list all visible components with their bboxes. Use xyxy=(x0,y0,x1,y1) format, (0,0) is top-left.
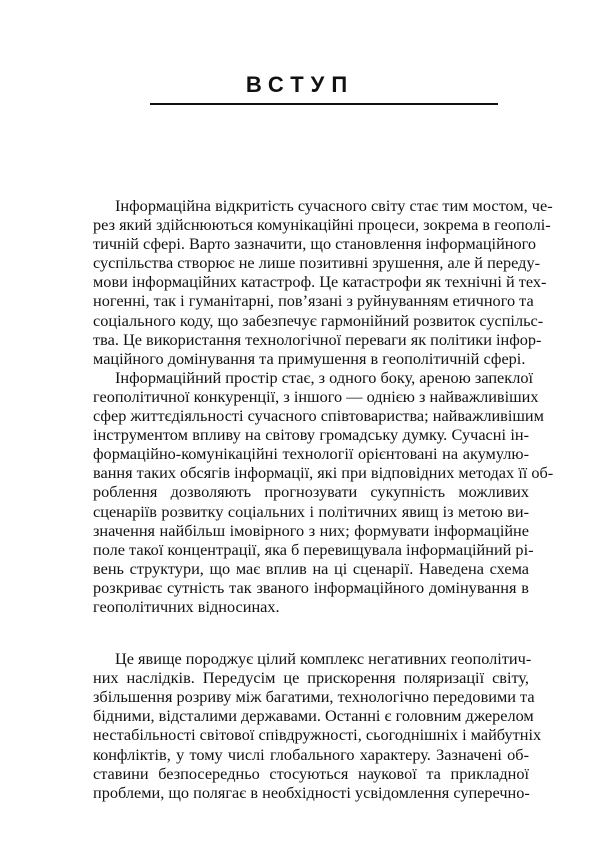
text-line: конфліктів, у тому числі глобального характеру. Зазначені об- xyxy=(93,744,529,764)
text-line: проблеми, що полягає в необхідності усвідомлення суперечно- xyxy=(93,782,530,802)
text-line: вень структури, що має вплив на ці сценарії. Наведена схема xyxy=(93,558,529,578)
text-line: маційного домінування та примушення в геополітичній сфері. xyxy=(93,348,526,368)
text-line: нестабільності світової співдружності, сьогоднішніх і майбутніх xyxy=(93,725,542,745)
text-line: рез який здійснюються комунікаційні процеси, зокрема в геополі- xyxy=(93,215,551,235)
text-line: ставини безпосередньо стосуються наукової та прикладної xyxy=(93,763,529,783)
body-text xyxy=(93,196,554,802)
text-line: сфер життєдіяльності сучасного співтовариства; найважливішим xyxy=(93,406,544,426)
text-line: розкриває сутність так званого інформаційного домінування в xyxy=(93,577,529,597)
text-line: геополітичної конкуренції, з іншого — однією з найважливіших xyxy=(93,386,539,406)
text-line: вання таких обсягів інформації, які при відповідних методах її об- xyxy=(93,463,554,483)
paragraph-3 xyxy=(93,649,542,802)
text-line: Це явище породжує цілий комплекс негативних геополітич- xyxy=(115,649,532,669)
text-line: Інформаційний простір стає, з одного боку, ареною запеклої xyxy=(115,367,533,387)
text-line: роблення дозволяють прогнозувати сукупність можливих xyxy=(93,482,529,502)
text-line: них наслідків. Передусім це прискорення поляризації світу, xyxy=(93,668,529,688)
text-line: тва. Це використання технологічної переваги як політики інфор- xyxy=(93,329,542,349)
text-line: сценаріїв розвитку соціальних і політичних явищ із метою ви- xyxy=(93,501,529,521)
text-line: геополітичних відносинах. xyxy=(93,596,280,616)
paragraph-1 xyxy=(93,196,553,368)
text-line: Інформаційна відкритість сучасного світу стає тим мостом, че- xyxy=(115,196,553,215)
text-line: тичній сфері. Варто зазначити, що становлення інформаційного xyxy=(93,234,537,254)
text-line: мови інформаційних катастроф. Це катастрофи як технічні й тех- xyxy=(93,272,547,292)
text-line: поле такої концентрації, яка б перевищувала інформаційний рі- xyxy=(93,539,534,559)
text-line: ногенні, так і гуманітарні, пов’язані з руйнуванням етичного та xyxy=(93,291,534,311)
paragraph-2 xyxy=(93,367,554,616)
text-line: формаційно-комунікаційні технології орієнтовані на акумулю- xyxy=(93,444,529,464)
page-title: ВСТУП xyxy=(245,72,355,97)
text-line: збільшення розриву між багатими, технологічно передовими та xyxy=(93,687,535,707)
title-underline xyxy=(150,103,498,105)
text-line: бідними, відсталими державами. Останні є головним джерелом xyxy=(93,706,534,726)
text-line: значення найбільш імовірного з них; формувати інформаційне xyxy=(93,520,529,540)
text-line: інструментом впливу на світову громадську думку. Сучасні ін- xyxy=(93,425,529,445)
text-line: суспільства створює не лише позитивні зрушення, але й переду- xyxy=(93,253,541,273)
text-line: соціального коду, що забезпечує гармонійний розвиток суспільс- xyxy=(93,310,544,330)
